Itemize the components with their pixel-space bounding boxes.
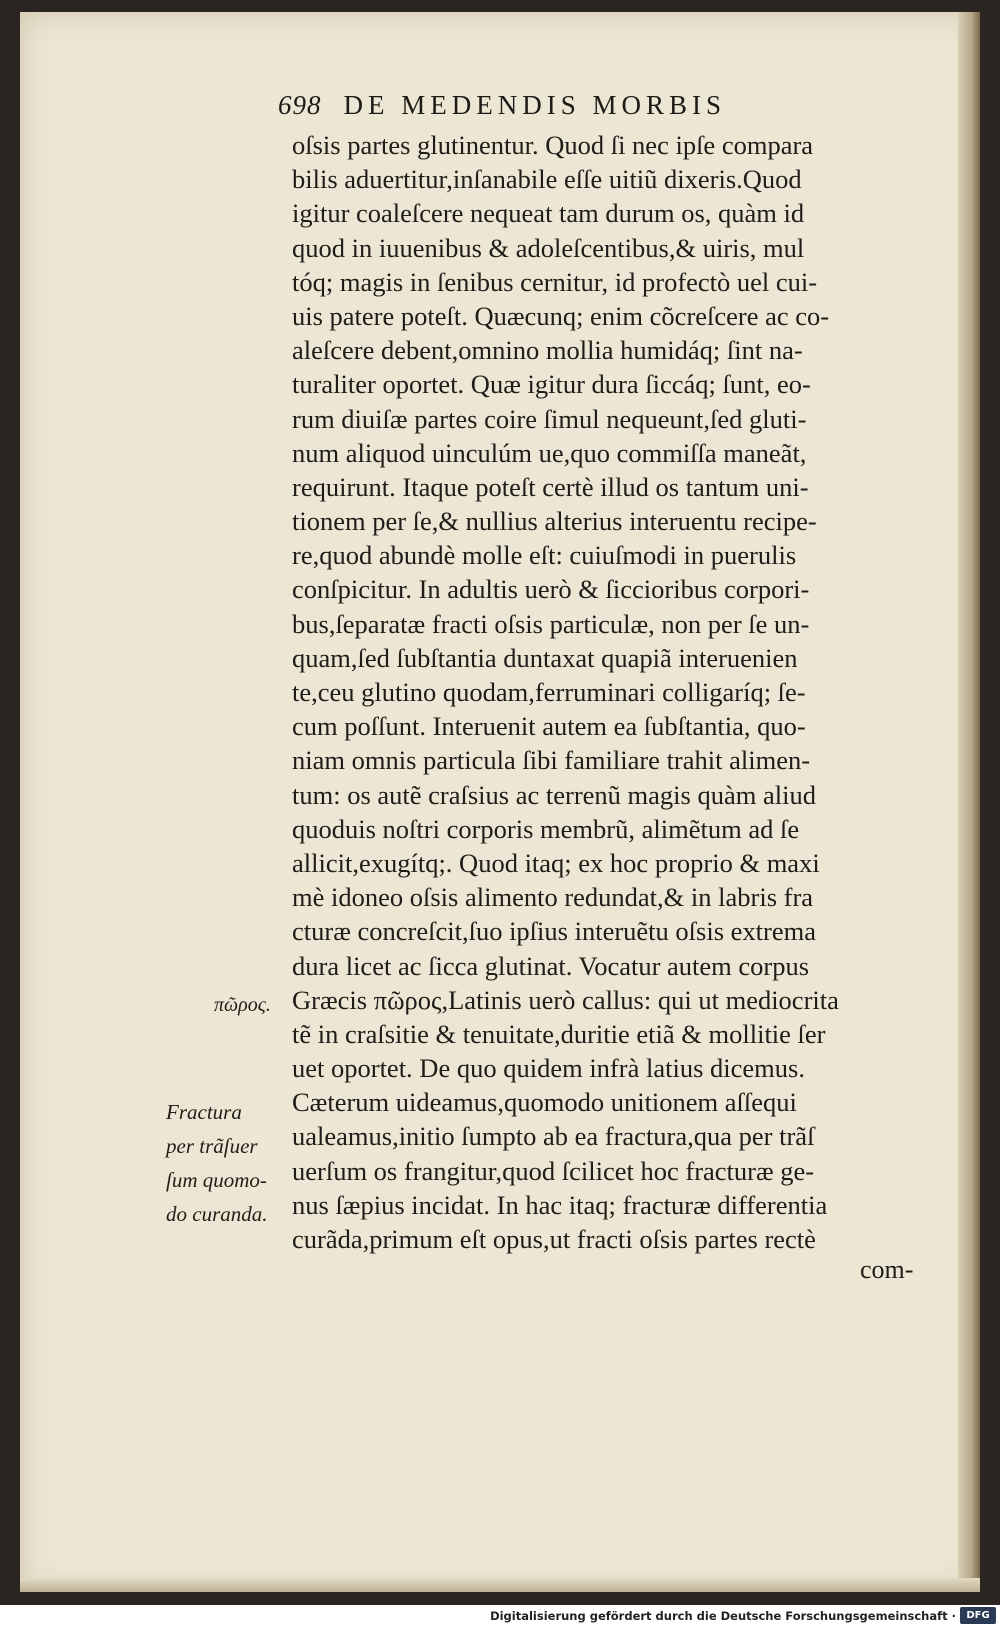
body-text [292,128,912,1256]
text-line: uet oportet. De quo quidem infrà latius dicemus. [292,1053,805,1084]
text-line: aleſcere debent,omnino mollia humidáq; ſint na- [292,335,803,366]
text-line: tum: os autẽ craſsius ac terrenũ magis quàm aliud [292,779,816,810]
dfg-logo: DFG [960,1607,996,1624]
text-line: te,ceu glutino quodam,ferruminari colligaríq; ſe- [292,677,806,707]
footer-credit: Digitalisierung gefördert durch die Deutsche Forschungsgemeinschaft · [490,1609,956,1623]
text-line: rum diuiſæ partes coire ſimul nequeunt,ſed gluti- [292,403,807,434]
sidenote-line: ſum quomo- [166,1168,267,1192]
text-line: tóq; magis in ſenibus cernitur, id profectò uel cui- [292,266,818,297]
text-line: Græcis πῶρος,Latinis uerò callus: qui ut mediocrita [292,984,839,1015]
text-line: Cæterum uideamus,quomodo unitionem aſſequi [292,1087,797,1118]
text-line: requirunt. Itaque poteſt certè illud os tantum uni- [292,471,809,502]
running-head [278,90,838,130]
margin-greek-word: πῶρος. [214,994,271,1016]
text-line: cum poſſunt. Interuenit autem ea ſubſtantia, quo- [292,711,806,742]
text-line: uerſum os frangitur,quod ſcilicet hoc fracturæ ge- [292,1155,815,1186]
text-line: ualeamus,initio ſumpto ab ea fractura,qua per trãſ [292,1121,815,1152]
marginal-sidenote [166,1095,296,1231]
page-bottom-edge [20,1578,980,1592]
text-line: conſpicitur. In adultis uerò & ſiccioribus corpori- [292,574,810,605]
text-line: mè idoneo oſsis alimento redundat,& in labris fra [292,882,814,913]
text-line: tẽ in craſsitie & tenuitate,duritie etiã & mollitie ſer [292,1018,826,1049]
footer-bar [0,1605,1000,1627]
page-edge [958,12,980,1592]
text-line: oſsis partes glutinentur. Quod ſi nec ipſe compara [292,130,814,160]
text-line: niam omnis particula ſibi familiare trahit alimen- [292,745,811,776]
text-line: quoduis noſtri corporis membrũ, alimẽtum ad ſe [292,813,800,844]
text-line: curãda,primum eſt opus,ut fracti oſsis partes rectè [292,1224,816,1254]
text-line: tionem per ſe,& nullius alterius interuentu recipe- [292,506,817,537]
catchword: com- [860,1255,914,1284]
sidenote-line: do curanda. [166,1202,268,1226]
text-line: turaliter oportet. Quæ igitur dura ſiccáq; ſunt, eo- [292,369,811,400]
text-line: cturæ concreſcit,ſuo ipſius interuẽtu oſsis extrema [292,916,816,947]
text-line: quod in iuuenibus & adoleſcentibus,& uiris, mul [292,232,805,263]
sidenote-line: Fractura [166,1100,242,1124]
text-line: uis patere poteſt. Quæcunq; enim cõcreſcere ac co- [292,300,830,331]
text-line: re,quod abundè molle eſt: cuiuſmodi in puerulis [292,540,797,571]
text-line: dura licet ac ſicca glutinat. Vocatur autem corpus [292,950,810,981]
text-line: igitur coaleſcere nequeat tam durum os, quàm id [292,198,805,229]
text-line: allicit,exugítq;. Quod itaq; ex hoc proprio & maxi [292,847,820,878]
text-line: quam,ſed ſubſtantia duntaxat quapiã interuenien [292,642,798,673]
text-line: bus,ſeparatæ fracti oſsis particulæ, non per ſe un- [292,608,810,639]
text-line: num aliquod uinculúm ue,quo commiſſa maneãt, [292,437,807,468]
text-line: bilis aduertitur,inſanabile eſſe uitiũ dixeris.Quod [292,164,802,195]
running-title: DE MEDENDIS MORBIS [343,90,727,120]
page-number: 698 [278,90,322,120]
text-line: nus ſæpius incidat. In hac itaq; fracturæ differentia [292,1189,828,1220]
sidenote-line: per trãſuer [166,1134,258,1158]
